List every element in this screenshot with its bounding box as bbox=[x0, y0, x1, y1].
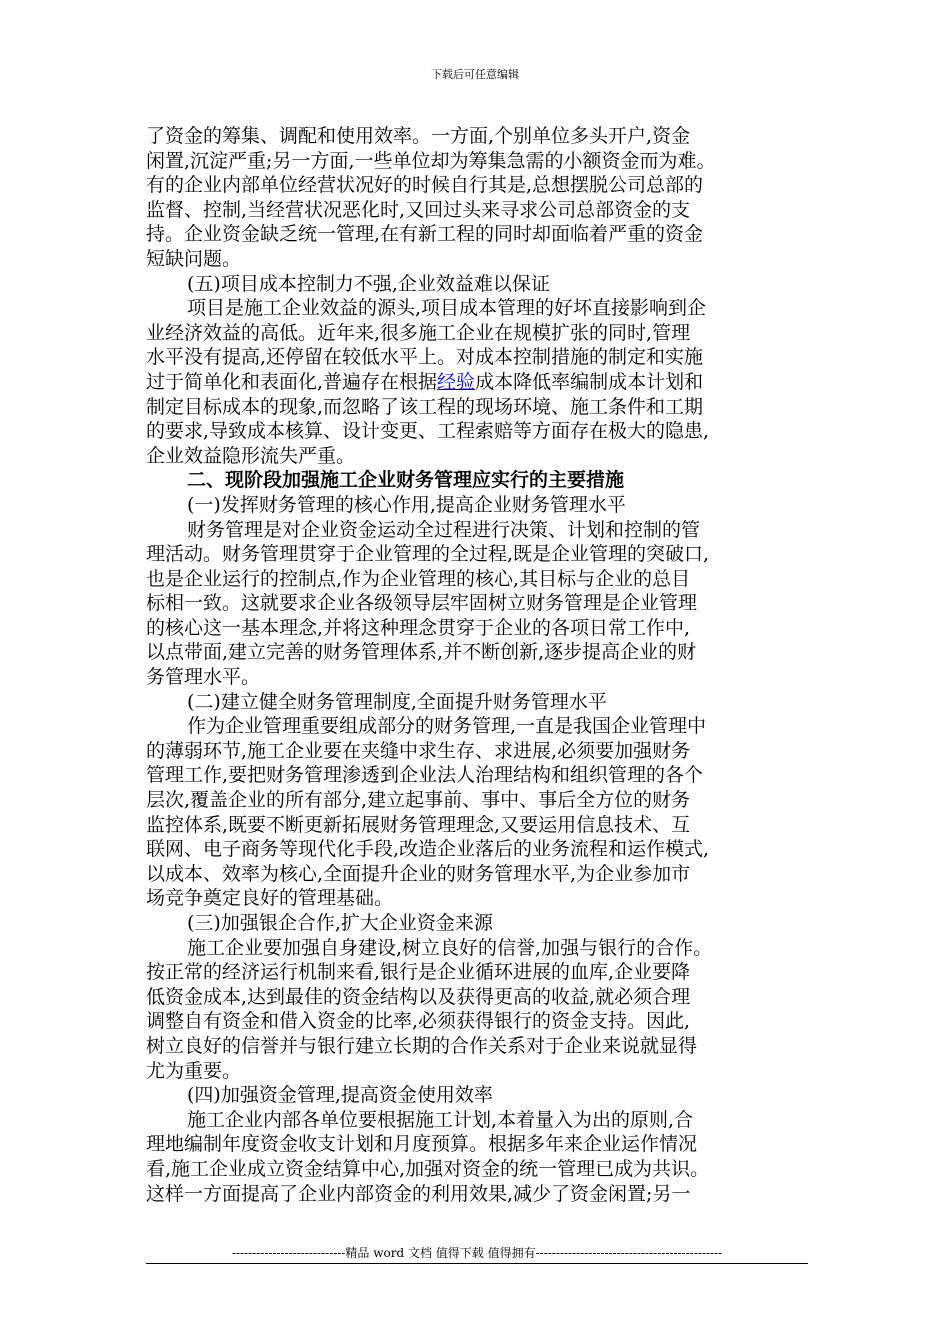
document-body bbox=[146, 124, 808, 1206]
text-line: 按正常的经济运行机制来看,银行是企业循环进展的血库,企业要降 bbox=[146, 961, 691, 984]
text-line: 项目是施工企业效益的源头,项目成本管理的好坏直接影响到企 bbox=[187, 297, 707, 320]
text-line: 理活动。财务管理贯穿于企业管理的全过程,既是企业管理的突破口, bbox=[146, 543, 710, 566]
text-line: 联网、电子商务等现代化手段,改造企业落后的业务流程和运作模式, bbox=[146, 838, 710, 861]
text-line: 标相一致。这就要求企业各级领导层牢固树立财务管理是企业管理 bbox=[146, 592, 698, 615]
text-segment: 过于简单化和表面化,普遍存在根据 bbox=[146, 370, 438, 393]
page-footer: ----------------------------精品 word 文档 值得下载 值得拥有---------------------------------------------- bbox=[231, 1246, 723, 1260]
text-line: 短缺问题。 bbox=[146, 247, 242, 270]
text-line: 理地编制年度资金收支计划和月度预算。根据多年来企业运作情况 bbox=[146, 1133, 698, 1156]
text-line: 水平没有提高,还停留在较低水平上。对成本控制措施的制定和实施 bbox=[146, 346, 704, 369]
text-line: 闲置,沉淀严重;另一方面,一些单位却为筹集急需的小额资金而为难。 bbox=[146, 149, 716, 172]
text-line: 务管理水平。 bbox=[146, 666, 261, 689]
text-line: 财务管理是对企业资金运动全过程进行决策、计划和控制的管 bbox=[187, 518, 701, 541]
text-line: 持。企业资金缺乏统一管理,在有新工程的同时却面临着严重的资金 bbox=[146, 223, 704, 246]
text-line: 低资金成本,达到最佳的资金结构以及获得更高的收益,就必须合理 bbox=[146, 985, 691, 1008]
text-line: 有的企业内部单位经营状况好的时候自行其是,总想摆脱公司总部的 bbox=[146, 174, 704, 197]
text-line: 了资金的筹集、调配和使用效率。一方面,个别单位多头开户,资金 bbox=[146, 125, 691, 147]
text-line: 业经济效益的高低。近年来,很多施工企业在规模扩张的同时,管理 bbox=[146, 321, 691, 344]
text-line: 场竞争奠定良好的管理基础。 bbox=[146, 887, 394, 910]
experience-link[interactable]: 经验 bbox=[437, 370, 476, 393]
text-line: 看,施工企业成立资金结算中心,加强对资金的统一管理已成为共识。 bbox=[146, 1157, 710, 1180]
text-line: 这样一方面提高了企业内部资金的利用效果,减少了资金闲置;另一 bbox=[146, 1182, 691, 1205]
text-line: 调整自有资金和借入资金的比率,必须获得银行的资金支持。因此, bbox=[146, 1010, 691, 1033]
subheading-1: (一)发挥财务管理的核心作用,提高企业财务管理水平 bbox=[187, 493, 626, 516]
text-line: 制定目标成本的现象,而忽略了该工程的现场环境、施工条件和工期 bbox=[146, 395, 704, 418]
text-segment: 成本降低率编制成本计划和 bbox=[475, 370, 704, 393]
text-line: 施工企业内部各单位要根据施工计划,本着量入为出的原则,合 bbox=[187, 1108, 694, 1131]
text-line: 也是企业运行的控制点,作为企业管理的核心,其目标与企业的总目 bbox=[146, 567, 691, 590]
page-header: 下载后可任意编辑 bbox=[431, 68, 519, 81]
text-line: 作为企业管理重要组成部分的财务管理,一直是我国企业管理中 bbox=[187, 715, 707, 738]
footer-divider bbox=[146, 1263, 808, 1264]
text-line: 树立良好的信誉并与银行建立长期的合作关系对于企业来说就显得 bbox=[146, 1034, 698, 1057]
text-line: 以成本、效率为核心,全面提升企业的财务管理水平,为企业参加市 bbox=[146, 862, 691, 885]
text-line-with-link bbox=[146, 370, 808, 395]
text-line: 的要求,导致成本核算、设计变更、工程索赔等方面存在极大的隐患, bbox=[146, 420, 710, 443]
text-line: 的薄弱环节,施工企业要在夹缝中求生存、求进展,必须要加强财务 bbox=[146, 739, 691, 762]
text-line: 监控体系,既要不断更新拓展财务管理理念,又要运用信息技术、互 bbox=[146, 813, 691, 836]
subheading-5: (五)项目成本控制力不强,企业效益难以保证 bbox=[187, 272, 550, 295]
section-heading: 二、现阶段加强施工企业财务管理应实行的主要措施 bbox=[187, 469, 625, 492]
text-line: 层次,覆盖企业的所有部分,建立起事前、事中、事后全方位的财务 bbox=[146, 789, 691, 812]
text-line: 企业效益隐形流失严重。 bbox=[146, 444, 356, 467]
text-line: 的核心这一基本理念,并将这种理念贯穿于企业的各项日常工作中, bbox=[146, 616, 691, 639]
text-line: 以点带面,建立完善的财务管理体系,并不断创新,逐步提高企业的财 bbox=[146, 641, 697, 664]
text-line: 施工企业要加强自身建设,树立良好的信誉,加强与银行的合作。 bbox=[187, 936, 713, 959]
subheading-2: (二)建立健全财务管理制度,全面提升财务管理水平 bbox=[187, 690, 607, 713]
subheading-4: (四)加强资金管理,提高资金使用效率 bbox=[187, 1084, 493, 1107]
subheading-3: (三)加强银企合作,扩大企业资金来源 bbox=[187, 912, 493, 934]
text-line: 监督、控制,当经营状况恶化时,又回过头来寻求公司总部资金的支 bbox=[146, 198, 691, 221]
text-line: 尤为重要。 bbox=[146, 1059, 242, 1082]
text-line: 管理工作,要把财务管理渗透到企业法人治理结构和组织管理的各个 bbox=[146, 764, 704, 787]
